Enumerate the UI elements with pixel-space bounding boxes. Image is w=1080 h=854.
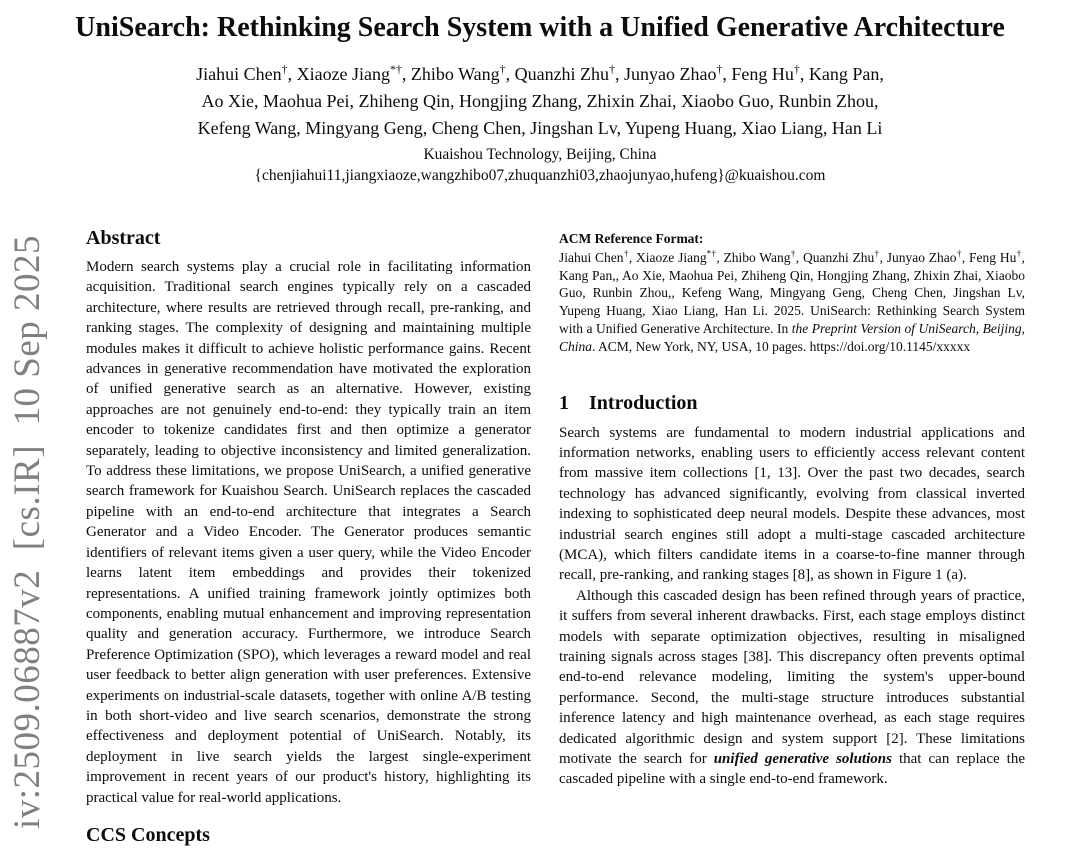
authors-line-1: Jiahui Chen†, Xiaoze Jiang*†, Zhibo Wang†, Quanzhi Zhu†, Junyao Zhao†, Feng Hu†, Kang Pan, (196, 61, 884, 84)
abstract-paragraph: Modern search systems play a crucial role in facilitating information acquisition. Traditional search engines typically rely on a cascaded architecture, where results are retrieved through recall, pre-ranking, and ranking stages. The complexity of designing and maintaining multiple modules makes it difficult to achieve holistic performance gains. Recent advances in generative recommendation have motivated the exploration of unified generative search as an alternative. However, existing approaches are not genuinely end-to-end: they typically train an item encoder to tokenize candidates first and then optimize a generator separately, leading to objective inconsistency and limited generalization. To address these limitations, we propose UniSearch, a unified generative search framework for Kuaishou Search. UniSearch replaces the cascaded pipeline with an end-to-end architecture that integrates a Search Generator and a Video Encoder. The Generator produces semantic identifiers of relevant items given a user query, while the Video Encoder learns latent item embeddings and provides their tokenized representations. A unified training framework jointly optimizes both components, enabling mutual enhancement and improving representation quality and generation accuracy. Furthermore, we introduce Search Preference Optimization (SPO), which leverages a reward model and real user feedback to better align generation with user preferences. Extensive experiments on industrial-scale datasets, together with online A/B testing in both short-video and live search scenarios, demonstrate the strong effectiveness and deployment potential of UniSearch. Notably, its deployment in live search yields the largest single-experiment improvement in recent years of our product's history, highlighting its practical value for real-world applications. (86, 259, 531, 806)
introduction-section-label: Introduction (589, 391, 698, 414)
paper-title: UniSearch: Rethinking Search System with a Unified Generative Architecture (75, 12, 1005, 43)
author-block (0, 61, 1080, 142)
affiliation: Kuaishou Technology, Beijing, China (423, 145, 657, 163)
author-emails: {chenjiahui11,jiangxiaoze,wangzhibo07,zhuquanzhi03,zhaojunyao,hufeng}@kuaishou.com (254, 166, 826, 184)
authors-line-2: Ao Xie, Maohua Pei, Zhiheng Qin, Hongjing Zhang, Zhixin Zhai, Xiaobo Guo, Runbin Zhou, (201, 90, 879, 111)
arxiv-watermark: iv:2509.06887v2 [cs.IR] 10 Sep 2025 (7, 234, 48, 829)
acm-reference-format-label: ACM Reference Format: (559, 231, 704, 246)
introduction-paragraph-2: Although this cascaded design has been refined through years of practice, it suffers from several inherent drawbacks. First, each stage employs distinct models with separate optimization objectives, resulting in misaligned training signals across stages [38]. This discrepancy often prevents optimal end-to-end relevance modeling, limiting the system's upper-bound performance. Second, the multi-stage structure introduces substantial inference latency and high maintenance overhead, as each stage requires dedicated algorithmic design and system support [2]. These limitations motivate the search for unified generative solutions that can replace the cascaded pipeline with a single end-to-end framework. (559, 587, 1025, 788)
abstract-heading: Abstract (86, 227, 161, 249)
left-column (86, 227, 531, 854)
right-column (559, 227, 1025, 790)
introduction-section-number: 1 (559, 391, 569, 414)
paper-header (0, 0, 1080, 186)
ccs-concepts-heading: CCS Concepts (86, 823, 210, 846)
introduction-heading (559, 392, 1025, 415)
authors-line-3: Kefeng Wang, Mingyang Geng, Cheng Chen, Jingshan Lv, Yupeng Huang, Xiao Liang, Han Li (197, 117, 883, 138)
introduction-paragraph-1: Search systems are fundamental to modern industrial applications and information networks, enabling users to efficiently access relevant content from massive item collections [1, 13]. Over the past two decades, search technology has advanced significantly, evolving from classical inverted indexing to sophisticated deep neural models. Despite these advances, most industrial search engines still adopt a multi-stage cascaded architecture (MCA), which filters candidate items in a coarse-to-fine manner through recall, pre-ranking, and ranking stages [8], as shown in Figure 1 (a). (559, 424, 1025, 584)
acm-reference-text: Jiahui Chen†, Xiaoze Jiang*†, Zhibo Wang†, Quanzhi Zhu†, Junyao Zhao†, Feng Hu†, Kang Pan,, Ao Xie, Maohua Pei, Zhiheng Qin, Hongjing Zhang, Zhixin Zhai, Xiaobo Guo, Runbin Zhou,, Kefeng Wang, Mingyang Geng, Cheng Chen, Jingshan Lv, Yupeng Huang, Xiao Liang, Han Li. 2025. UniSearch: Rethinking Search System with a Unified Generative Architecture. In the Preprint Version of UniSearch, Beijing, China. ACM, New York, NY, USA, 10 pages. https://doi.org/10.1145/xxxxx (559, 248, 1026, 354)
